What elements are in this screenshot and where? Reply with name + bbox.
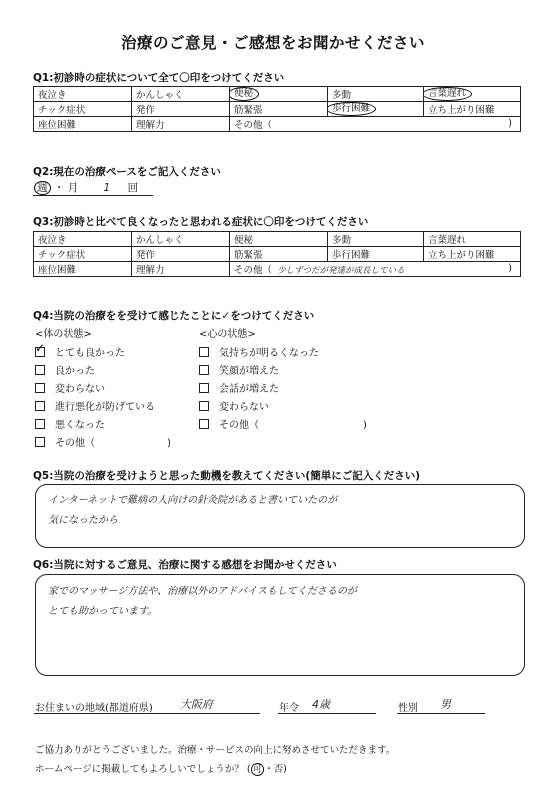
checkbox[interactable] <box>199 401 209 411</box>
q3-cell[interactable]: 言葉遅れ <box>424 232 521 247</box>
table-row <box>34 117 521 132</box>
option-label: 変わらない <box>55 384 105 395</box>
q6-answer-line1: 家でのマッサージ方法や、治療以外のアドバイスもしてくださるのが <box>48 586 357 597</box>
q1-table <box>33 86 521 132</box>
q1-cell[interactable]: 発作 <box>132 102 230 117</box>
sex-underline <box>397 713 485 714</box>
q3-other-label: その他（ <box>234 265 273 276</box>
q3-cell[interactable]: 発作 <box>132 247 230 262</box>
checkbox[interactable] <box>199 365 209 375</box>
q4-mind-option[interactable] <box>199 398 269 413</box>
age-underline <box>278 713 376 714</box>
q5-answer-line2: 気になったから <box>48 515 118 526</box>
checkbox[interactable] <box>199 347 209 357</box>
q4-body-option[interactable] <box>35 362 95 377</box>
region-value[interactable]: 大阪府 <box>180 698 213 711</box>
permission-yes[interactable]: 可 <box>252 764 263 775</box>
q4-body-option[interactable] <box>35 398 155 413</box>
q1-cell[interactable]: 座位困難 <box>34 117 132 132</box>
q1-other-label: その他（ <box>234 120 273 131</box>
footer-thanks: ご協力ありがとうございました。治療・サービスの向上に努めさせていただきます。 <box>35 745 396 756</box>
age-value[interactable]: 4歳 <box>312 698 330 711</box>
option-label: 気持ちが明るくなった <box>219 348 319 359</box>
q4-body-option[interactable] <box>35 380 105 395</box>
q3-other-text: 少しずつだが発達が成長している <box>277 266 405 276</box>
q1-cell[interactable] <box>328 102 424 117</box>
q4-mind-option[interactable] <box>199 416 367 431</box>
q3-cell[interactable]: 多動 <box>328 232 424 247</box>
circled-answer: 言葉遅れ <box>424 87 473 101</box>
option-close: ) <box>363 420 367 431</box>
q3-cell[interactable]: 筋緊張 <box>230 247 328 262</box>
q1-cell[interactable]: チック症状 <box>34 102 132 117</box>
sex-label: 性別 <box>398 703 418 714</box>
q2-count: 1 <box>103 182 111 194</box>
option-label: 悪くなった <box>55 420 105 431</box>
option-label: 変わらない <box>219 402 269 413</box>
q1-cell[interactable]: 筋緊張 <box>230 102 328 117</box>
page-title: 治療のご意見・ご感想をお聞かせください <box>120 34 425 52</box>
q3-cell[interactable]: 歩行困難 <box>328 247 424 262</box>
region-underline <box>34 713 260 714</box>
q1-cell[interactable] <box>424 87 521 102</box>
checkbox[interactable] <box>35 401 45 411</box>
q4-heading: Q4:当院の治療をを受けて感じたことに✓をつけてください <box>33 310 315 322</box>
table-row <box>34 102 521 117</box>
q1-cell[interactable]: 多動 <box>328 87 424 102</box>
q2-sep: ・ <box>53 182 65 194</box>
table-row <box>34 262 521 277</box>
q1-heading: Q1:初診時の症状について全て〇印をつけてください <box>33 72 285 84</box>
q4-body-option[interactable] <box>35 416 105 431</box>
footer-permission: ホームページに掲載してもよろしいでしょうか？ ( 可 ・否) <box>35 764 287 775</box>
q3-cell[interactable]: 夜泣き <box>34 232 132 247</box>
q3-other-cell[interactable] <box>230 262 521 277</box>
checkbox[interactable] <box>35 437 45 447</box>
q3-other-close: ) <box>508 263 512 274</box>
q2-week: 週 <box>34 181 51 195</box>
circled-answer: 歩行困難 <box>328 102 377 116</box>
q2-answer <box>34 180 152 195</box>
q4-body-option[interactable] <box>35 434 171 449</box>
q4-body-title: <体の状態> <box>35 329 92 340</box>
q2-month: 月 <box>67 182 79 194</box>
q6-answer-line2: とても助かっています。 <box>48 606 158 617</box>
q4-mind-option[interactable] <box>199 362 279 377</box>
q2-unit: 回 <box>127 182 139 194</box>
q2-underline <box>33 195 153 196</box>
q3-cell[interactable]: 便秘 <box>230 232 328 247</box>
option-label: その他（ <box>55 438 95 449</box>
q1-cell[interactable]: 立ち上がり困難 <box>424 102 521 117</box>
table-row <box>34 247 521 262</box>
permission-no[interactable]: 否 <box>273 764 284 775</box>
option-label: 笑顔が増えた <box>219 366 279 377</box>
permission-close: ) <box>283 764 287 775</box>
q3-table <box>33 231 521 277</box>
checkbox[interactable] <box>35 365 45 375</box>
checkbox[interactable] <box>35 383 45 393</box>
q4-mind-title: <心の状態> <box>199 329 256 340</box>
q5-answer-line1: インターネットで難病の人向けの針灸院があると書いていたのが <box>48 495 338 506</box>
q3-cell[interactable]: かんしゃく <box>132 232 230 247</box>
q2-heading: Q2:現在の治療ペースをご記入ください <box>33 166 221 178</box>
checkbox[interactable] <box>199 383 209 393</box>
q4-mind-option[interactable] <box>199 344 319 359</box>
q1-other-cell[interactable] <box>230 117 521 132</box>
option-close: ) <box>167 438 171 449</box>
q1-other-close: ) <box>508 118 512 129</box>
q1-cell[interactable]: かんしゃく <box>132 87 230 102</box>
table-row <box>34 232 521 247</box>
region-label: お住まいの地域(都道府県) <box>35 703 153 714</box>
q3-cell[interactable]: 理解力 <box>132 262 230 277</box>
q3-cell[interactable]: チック症状 <box>34 247 132 262</box>
checkbox[interactable] <box>35 347 45 357</box>
option-label: 良かった <box>55 366 95 377</box>
q5-heading: Q5:当院の治療を受けようと思った動機を教えてください(簡単にご記入ください) <box>33 470 421 482</box>
checkbox[interactable] <box>199 419 209 429</box>
q3-cell[interactable]: 立ち上がり困難 <box>424 247 521 262</box>
q3-cell[interactable]: 座位困難 <box>34 262 132 277</box>
q6-heading: Q6:当院に対するご意見、治療に関する感想をお聞かせください <box>33 559 337 571</box>
permission-question: ホームページに掲載してもよろしいでしょうか？ <box>35 764 244 775</box>
table-row <box>34 87 521 102</box>
age-label: 年令 <box>279 703 299 714</box>
q1-cell[interactable] <box>230 87 328 102</box>
circled-answer: 便秘 <box>230 87 260 101</box>
q4-body-option[interactable] <box>35 344 125 359</box>
option-label: 会話が増えた <box>219 384 279 395</box>
q1-cell[interactable]: 夜泣き <box>34 87 132 102</box>
q1-cell[interactable]: 理解力 <box>132 117 230 132</box>
permission-dot: ・ <box>264 764 274 775</box>
q4-mind-option[interactable] <box>199 380 279 395</box>
sex-value[interactable]: 男 <box>440 698 451 711</box>
option-label: その他（ <box>219 420 259 431</box>
option-label: とても良かった <box>55 348 125 359</box>
checkbox[interactable] <box>35 419 45 429</box>
option-label: 進行悪化が防げている <box>55 402 155 413</box>
q3-heading: Q3:初診時と比べて良くなったと思われる症状に〇印をつけてください <box>33 216 369 228</box>
